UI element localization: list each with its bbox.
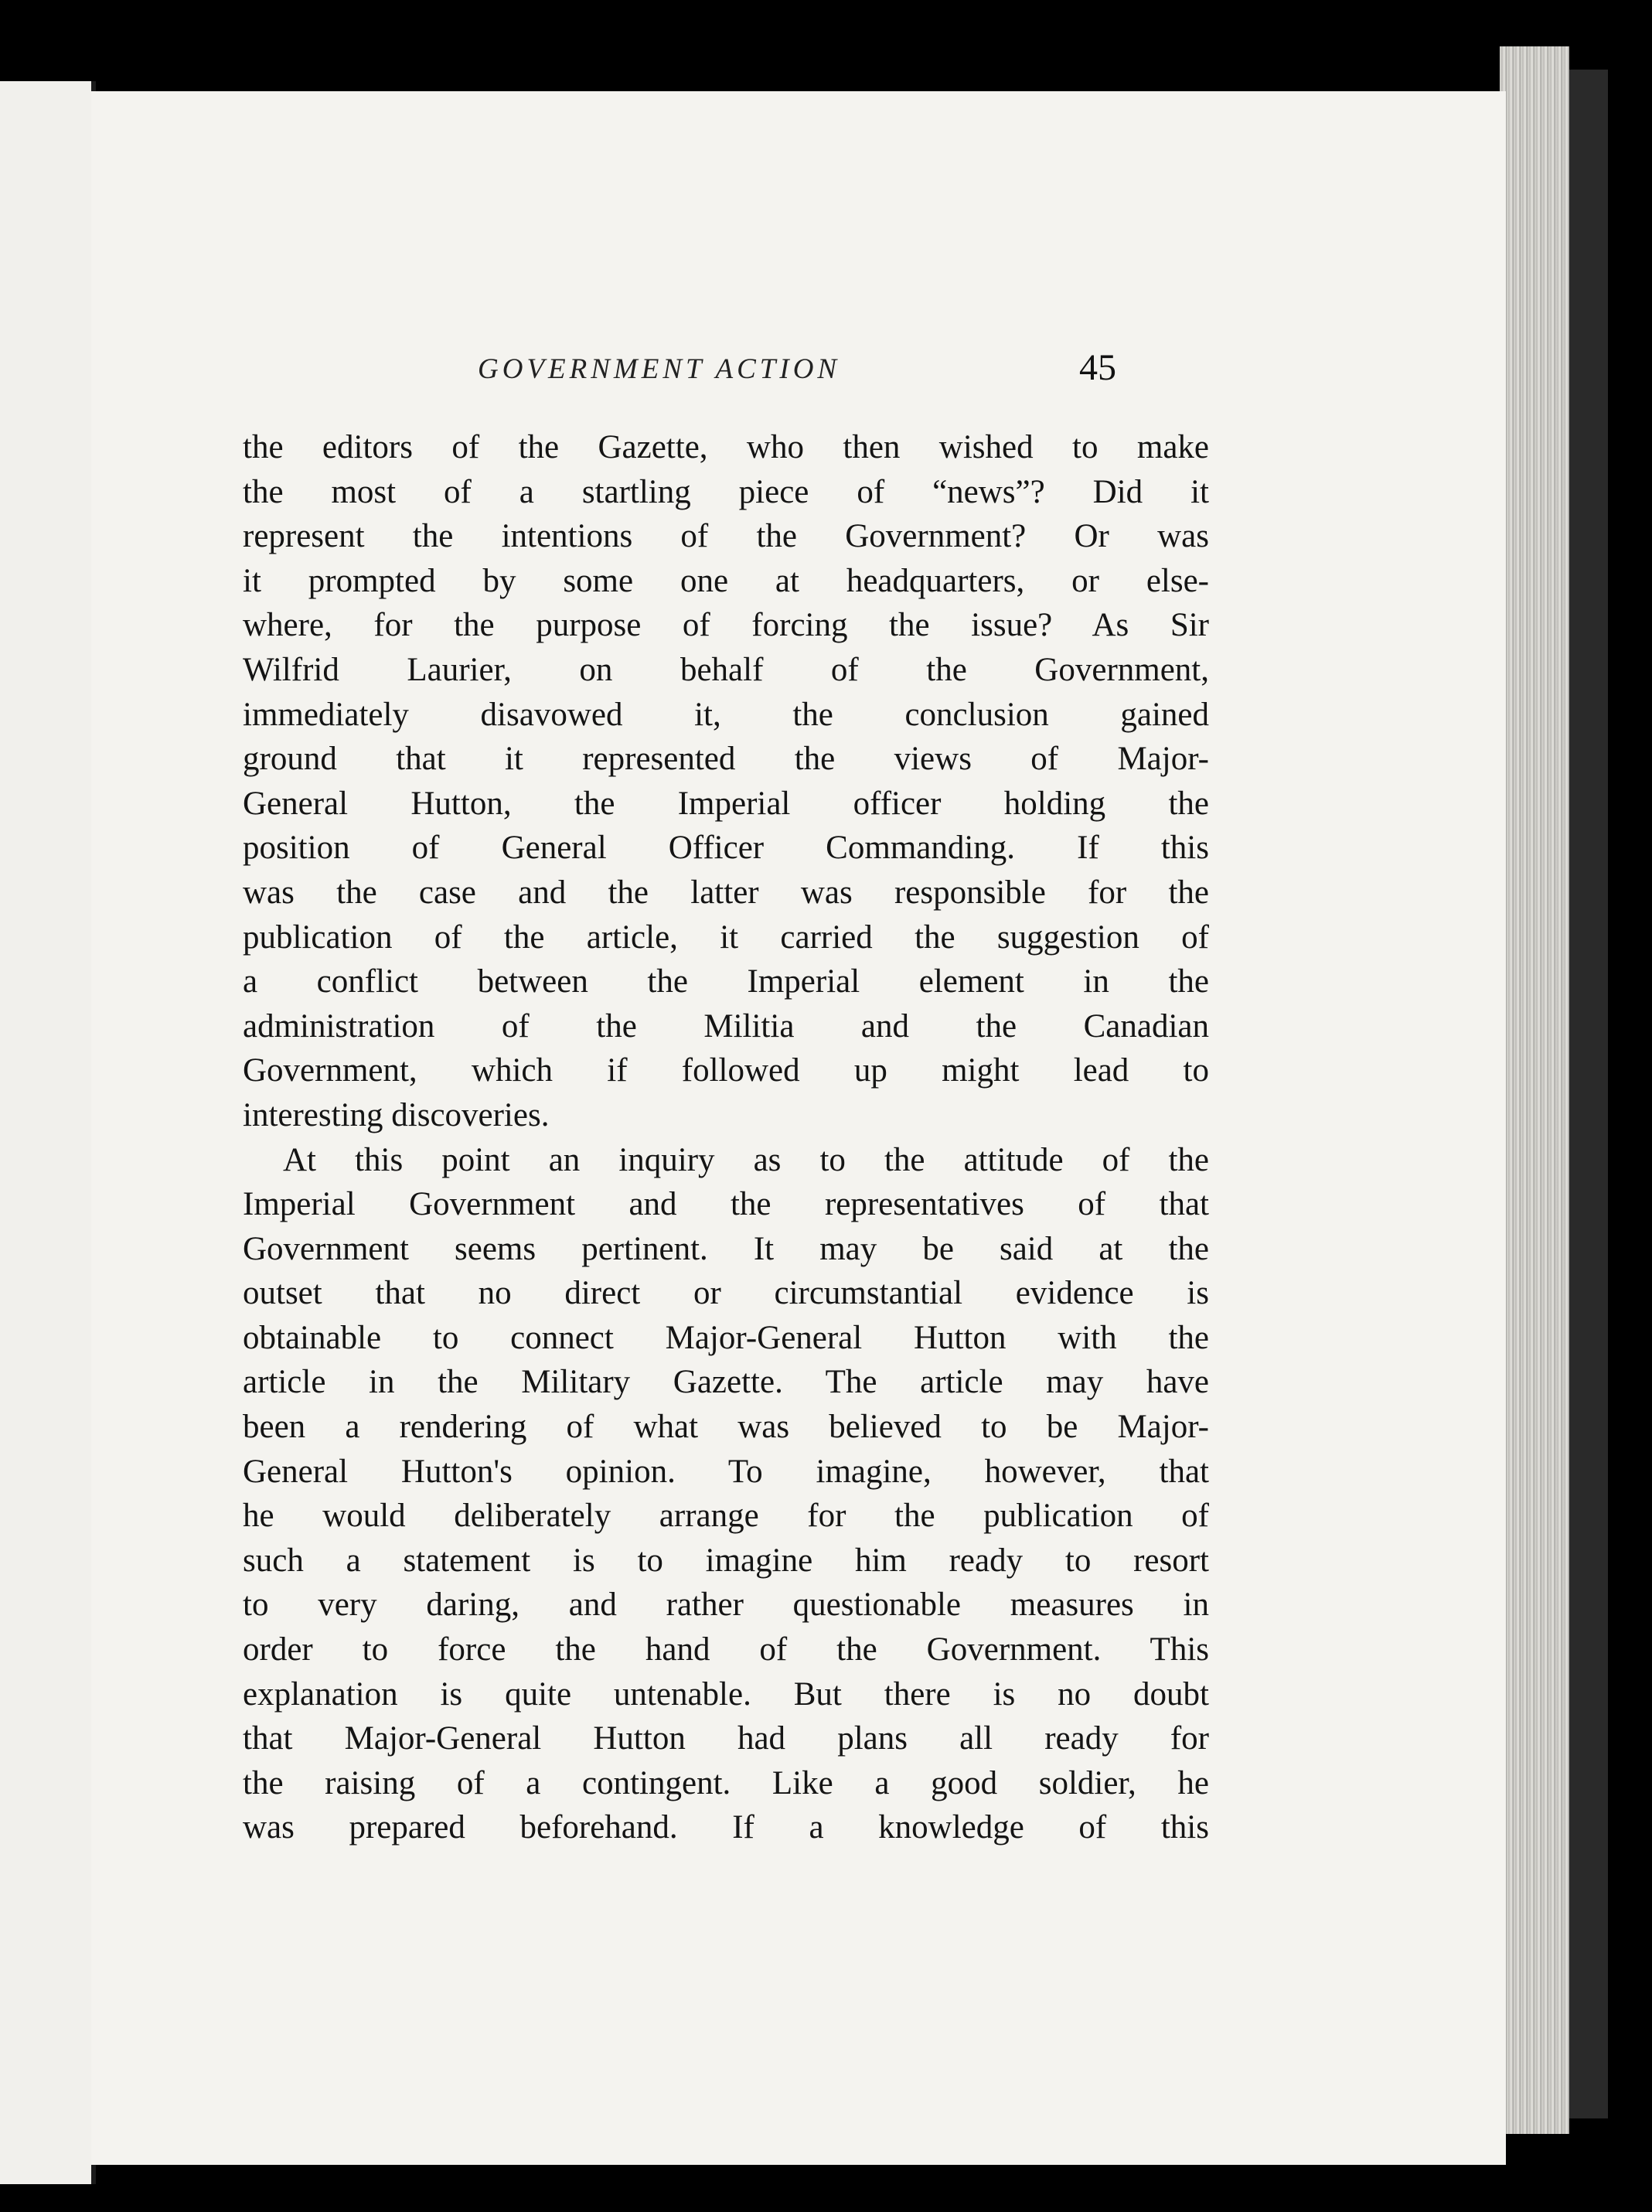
text-line: the most of a startling piece of “news”? Did it (243, 473, 1209, 510)
text-line: such a statement is to imagine him ready to resort (243, 1542, 1209, 1579)
text-line: position of General Officer Commanding. If this (243, 830, 1209, 867)
text-line: administration of the Militia and the Canadian (243, 1007, 1209, 1045)
text-line: Government seems pertinent. It may be said at the (243, 1230, 1209, 1267)
running-head: GOVERNMENT ACTION (478, 353, 841, 385)
text-line: where, for the purpose of forcing the issue? As Sir (243, 607, 1209, 644)
text-line: been a rendering of what was believed to be Major- (243, 1409, 1209, 1446)
text-line: the editors of the Gazette, who then wished to make (243, 429, 1209, 465)
book-edge-shadow (1569, 70, 1608, 2118)
text-line: immediately disavowed it, the conclusion gained (243, 696, 1209, 733)
text-line: that Major-General Hutton had plans all ready for (243, 1720, 1209, 1757)
text-line: was the case and the latter was responsible for the (243, 874, 1209, 911)
text-line: to very daring, and rather questionable measures in (243, 1587, 1209, 1624)
page-header (91, 346, 1506, 393)
left-page-edge (0, 81, 96, 2184)
book-page (91, 91, 1506, 2165)
text-line: ground that it represented the views of Major- (243, 741, 1209, 778)
text-line: publication of the article, it carried the suggestion of (243, 919, 1209, 956)
text-line: explanation is quite untenable. But there is no doubt (243, 1675, 1209, 1713)
text-line: a conflict between the Imperial element in the (243, 963, 1209, 1000)
text-line: outset that no direct or circumstantial evidence is (243, 1275, 1209, 1312)
page-stack-edge (1500, 46, 1569, 2134)
text-line: Imperial Government and the representatives of that (243, 1186, 1209, 1223)
text-line: was prepared beforehand. If a knowledge of this (243, 1809, 1209, 1846)
text-line: interesting discoveries. (243, 1096, 550, 1133)
text-line: the raising of a contingent. Like a good soldier, he (243, 1764, 1209, 1801)
paragraph-start-line: At this point an inquiry as to the attitude of the (283, 1141, 1209, 1178)
page-number: 45 (1079, 347, 1116, 388)
text-line: represent the intentions of the Government? Or was (243, 518, 1209, 555)
text-line: he would deliberately arrange for the publication of (243, 1498, 1209, 1535)
text-line: it prompted by some one at headquarters, or else- (243, 562, 1209, 599)
text-line: General Hutton, the Imperial officer holding the (243, 785, 1209, 822)
text-line: General Hutton's opinion. To imagine, however, that (243, 1453, 1209, 1490)
text-line: obtainable to connect Major-General Hutton with the (243, 1319, 1209, 1356)
text-line: Wilfrid Laurier, on behalf of the Government, (243, 651, 1209, 688)
body-text (243, 425, 1209, 1850)
text-line: article in the Military Gazette. The article may have (243, 1364, 1209, 1401)
text-line: Government, which if followed up might lead to (243, 1052, 1209, 1089)
text-line: order to force the hand of the Government. This (243, 1631, 1209, 1668)
